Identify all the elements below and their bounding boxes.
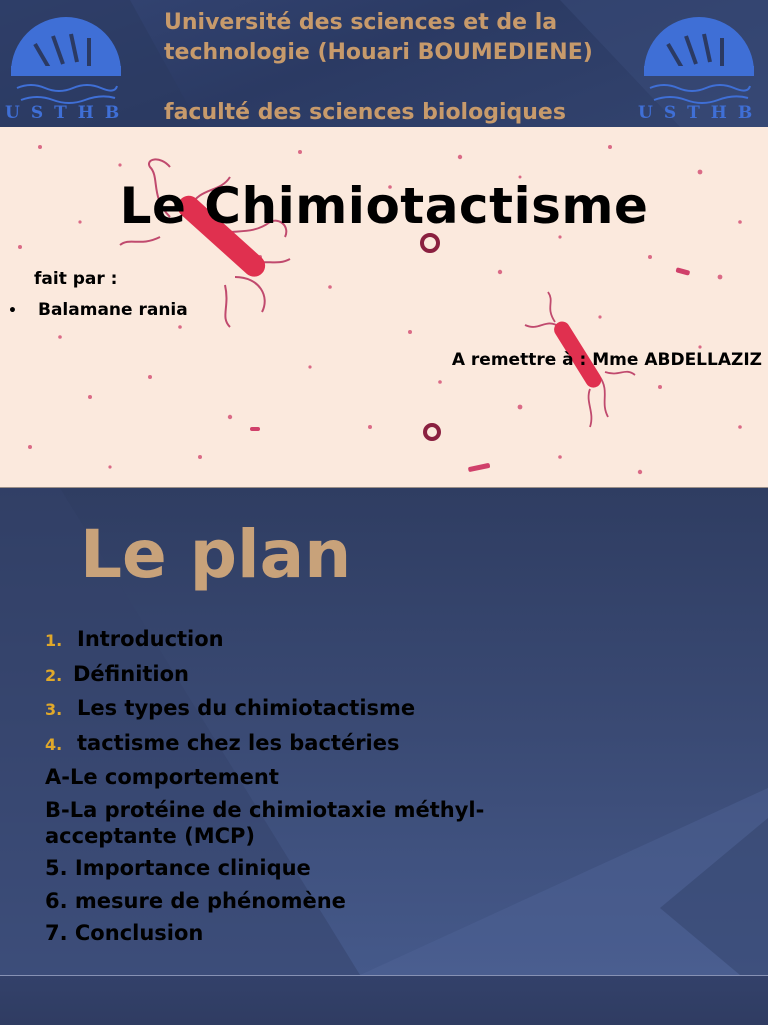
submit-to-label: A remettre à : Mme ABDELLAZIZ — [451, 350, 762, 370]
plan-item: 7. Conclusion — [45, 921, 204, 945]
plan-item-text: Les types du chimiotactisme — [77, 696, 416, 720]
plan-item — [45, 661, 565, 689]
title-slide — [0, 127, 768, 488]
logo-acronym: USTHB — [5, 103, 131, 123]
made-by-label: fait par : — [34, 269, 118, 289]
plan-item-text: Définition — [73, 661, 190, 686]
slide-header — [0, 0, 768, 127]
plan-item-text: Introduction — [77, 627, 224, 651]
bullet-icon: • — [8, 303, 17, 319]
faculty-name: faculté des sciences biologiques — [164, 100, 566, 125]
university-name-line1: Université des sciences et de la — [164, 10, 558, 35]
plan-item — [45, 695, 565, 723]
university-name — [164, 8, 644, 68]
university-logo-right — [638, 10, 764, 125]
plan-title: Le plan — [80, 516, 352, 593]
plan-item-number: 3. — [45, 700, 63, 719]
plan-item-number: 4. — [45, 734, 63, 754]
logo-acronym: USTHB — [638, 103, 764, 123]
plan-list — [45, 626, 565, 953]
university-logo-left — [5, 10, 131, 125]
next-slide-edge — [0, 975, 768, 1025]
plan-item: 6. mesure de phénomène — [45, 888, 346, 913]
plan-item — [45, 626, 565, 654]
author-item — [8, 300, 188, 320]
plan-item-number: 1. — [45, 631, 63, 650]
presentation-title: Le Chimiotactisme — [119, 177, 649, 235]
plan-item: 5. Importance clinique — [45, 856, 311, 880]
plan-item-text: tactisme chez les bactéries — [77, 730, 400, 755]
plan-subitem: B-La protéine de chimiotaxie méthyl-acceptante (MCP) — [45, 797, 485, 848]
university-name-line2: technologie (Houari BOUMEDIENE) — [164, 40, 593, 65]
author-name: Balamane rania — [38, 300, 188, 320]
plan-subitem: A-Le comportement — [45, 765, 279, 789]
plan-slide — [0, 488, 768, 975]
plan-item — [45, 730, 565, 758]
plan-item-number: 2. — [45, 665, 63, 685]
